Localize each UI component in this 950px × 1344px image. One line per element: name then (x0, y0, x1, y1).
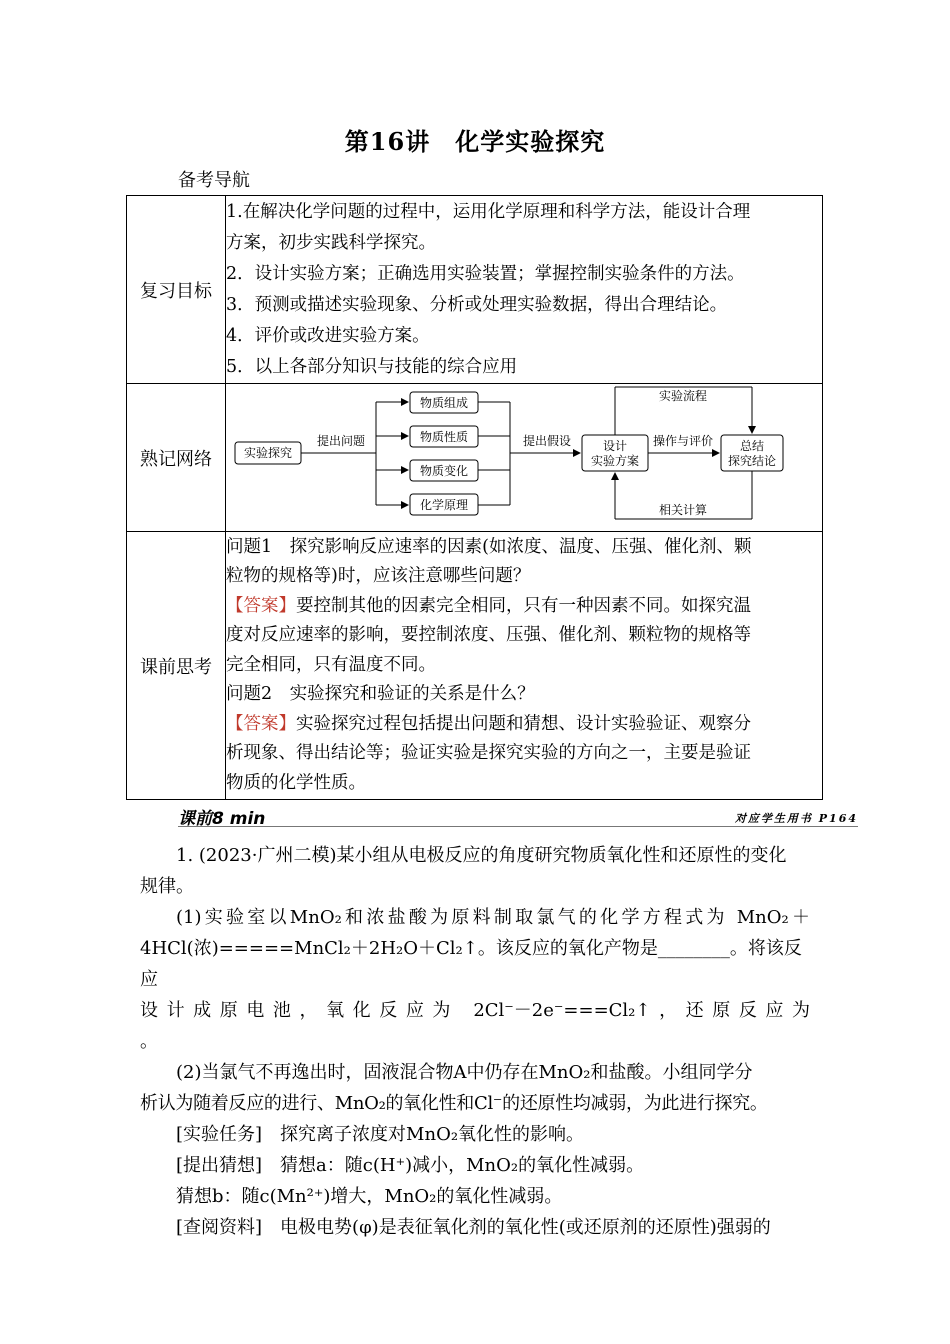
problem-line: 设计成原电池，氧化反应为 2Cl⁻－2e⁻===Cl₂↑，还原反应为 (140, 1000, 810, 1021)
branch-label: 化学原理 (419, 497, 469, 512)
question-text: 粒物的规格等)时，应该注意哪些问题？ (226, 566, 531, 587)
start-label: 实验探究 (243, 445, 293, 460)
arrow-label: 提出问题 (316, 433, 366, 448)
problem-line: 规律。 (140, 876, 194, 897)
problem-line: [实验任务] 探究离子浓度对MnO₂氧化性的影响。 (176, 1124, 585, 1145)
section-bar-title: 课前8 min (178, 809, 266, 829)
preview-body (226, 532, 823, 800)
problem-line: 析认为随着反应的进行、MnO₂的氧化性和Cl⁻的还原性均减弱，为此进行探究。 (140, 1093, 768, 1114)
review-head: 复习目标 (127, 196, 226, 384)
design-label: 实验方案 (590, 453, 640, 468)
branch-label: 物质性质 (419, 429, 469, 444)
concept-map (226, 385, 822, 531)
answer-text: 实验探究过程包括提出问题和猜想、设计实验验证、观察分 (296, 713, 751, 734)
branch-label: 物质组成 (419, 395, 469, 410)
arrow-label: 操作与评价 (652, 433, 714, 448)
answer-tag: 【答案】 (226, 713, 296, 734)
arrow-label: 提出假设 (522, 433, 572, 448)
book-page-ref: 对应学生用书 P164 (734, 812, 858, 825)
problem-text (140, 840, 810, 1243)
problem-line: [提出猜想] 猜想a：随c(H⁺)减小，MnO₂的氧化性减弱。 (176, 1155, 645, 1176)
preview-head: 课前思考 (127, 532, 226, 800)
answer-text: 完全相同，只有温度不同。 (226, 654, 436, 675)
answer-text: 析现象、得出结论等；验证实验是探究实验的方向之一，主要是验证 (226, 743, 751, 764)
section-label: 备考导航 (178, 170, 250, 191)
guide-table (126, 195, 823, 800)
review-body (226, 196, 823, 384)
network-cell (226, 384, 823, 532)
problem-line: (2)当氯气不再逸出时，固液混合物A中仍存在MnO₂和盐酸。小组同学分 (176, 1062, 753, 1083)
design-label: 设计 (602, 438, 628, 453)
section-bar (178, 804, 858, 827)
review-line: 2．设计实验方案；正确选用实验装置；掌握控制实验条件的方法。 (226, 263, 745, 284)
review-line: 1.在解决化学问题的过程中，运用化学原理和科学方法，能设计合理 (226, 201, 751, 222)
branch-label: 物质变化 (419, 463, 469, 478)
problem-line: 1. (2023·广州二模)某小组从电极反应的角度研究物质氧化性和还原性的变化 (176, 845, 787, 866)
problem-line: 4HCl(浓)=====MnCl₂＋2H₂O＋Cl₂↑。该反应的氧化产物是________。将该反应 (140, 938, 802, 990)
problem-line: [查阅资料] 电极电势(φ)是表征氧化剂的氧化性(或还原剂的还原性)强弱的 (176, 1217, 771, 1238)
problem-line: (1)实验室以MnO₂和浓盐酸为原料制取氯气的化学方程式为 MnO₂＋ (176, 907, 810, 928)
problem-line: 。 (140, 1031, 158, 1052)
problem-line: 猜想b：随c(Mn²⁺)增大，MnO₂的氧化性减弱。 (176, 1186, 563, 1207)
answer-text: 物质的化学性质。 (226, 772, 366, 793)
question-text: 问题1 探究影响反应速率的因素(如浓度、温度、压强、催化剂、颗 (226, 536, 752, 557)
conclusion-label: 总结 (739, 438, 765, 453)
answer-text: 度对反应速率的影响，要控制浓度、压强、催化剂、颗粒物的规格等 (226, 625, 751, 646)
review-line: 5．以上各部分知识与技能的综合应用 (226, 356, 518, 377)
conclusion-label: 探究结论 (727, 453, 777, 468)
review-line: 4．评价或改进实验方案。 (226, 325, 430, 346)
answer-text: 要控制其他的因素完全相同，只有一种因素不同。如探究温 (296, 595, 751, 616)
network-head: 熟记网络 (127, 384, 226, 532)
question-text: 问题2 实验探究和验证的关系是什么？ (226, 684, 535, 705)
review-line: 3．预测或描述实验现象、分析或处理实验数据，得出合理结论。 (226, 294, 728, 315)
review-line: 方案，初步实践科学探究。 (226, 232, 436, 253)
page-title: 第16讲 化学实验探究 (344, 127, 606, 156)
loop-label: 相关计算 (658, 502, 708, 517)
answer-tag: 【答案】 (226, 595, 296, 616)
loop-label: 实验流程 (658, 388, 708, 403)
